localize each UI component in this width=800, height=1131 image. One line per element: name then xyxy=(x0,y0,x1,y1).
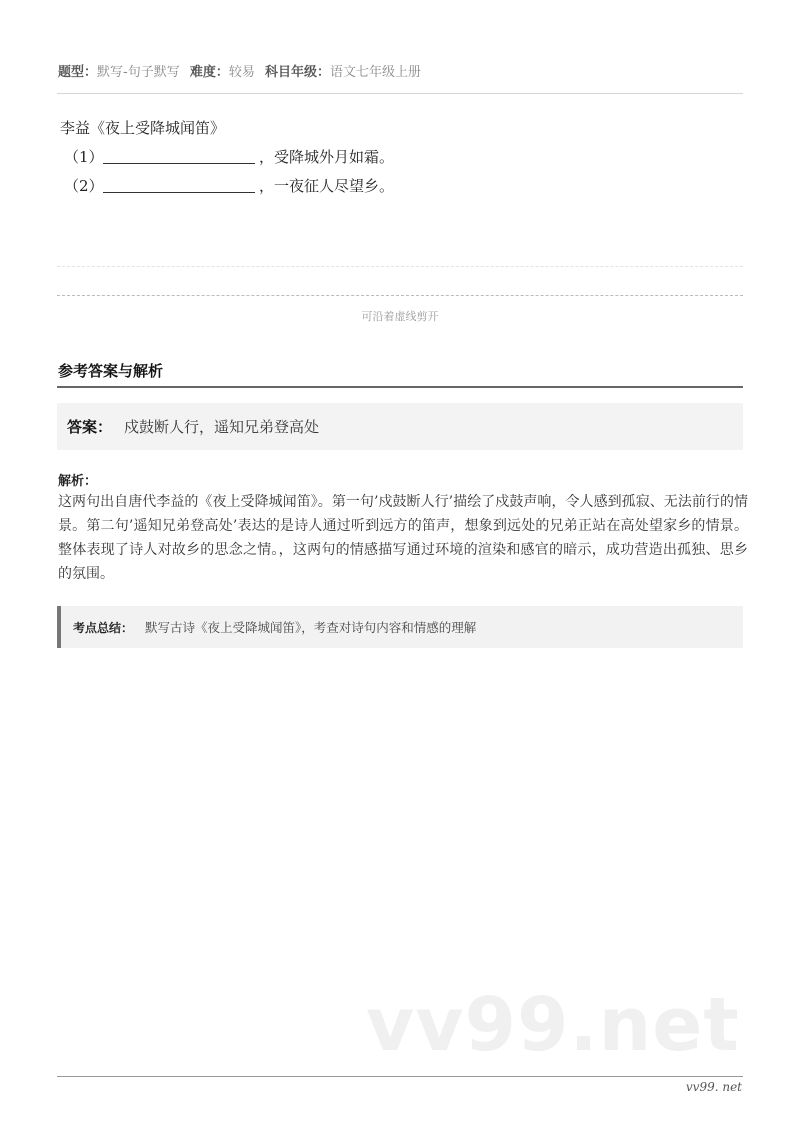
answer-label: 答案： xyxy=(67,418,113,436)
answer-box xyxy=(57,403,743,450)
type-label: 题型： xyxy=(58,65,98,80)
item-suffix: ，一夜征人尽望乡。 xyxy=(259,177,395,195)
question-title: 李益《夜上受降城闻笛》 xyxy=(60,119,226,137)
watermark: vv99.net xyxy=(366,982,740,1068)
cut-line xyxy=(57,295,743,296)
footer-divider xyxy=(57,1076,743,1077)
answer-value: 戍鼓断人行，遥知兄弟登高处 xyxy=(124,418,320,436)
difficulty-label: 难度： xyxy=(189,65,229,80)
question-item-1 xyxy=(60,143,394,172)
difficulty-value: 较易 xyxy=(228,65,255,80)
cut-note: 可沿着虚线剪开 xyxy=(361,310,439,323)
analysis-label: 解析： xyxy=(58,474,98,489)
item-suffix: ，受降城外月如霜。 xyxy=(259,148,395,166)
section-divider xyxy=(57,386,743,388)
analysis-text: 这两句出自唐代李益的《夜上受降城闻笛》。第一句’戍鼓断人行’描绘了戍鼓声响，令人感到孤寂、无法前行的情景。第二句’遥知兄弟登高处’表达的是诗人通过听到远方的笛声，想象到远处的兄弟正站在高处望家乡的情景。整体表现了诗人对故乡的思念之情。，这两句的情感描写通过环境的渲染和感官的暗示，成功营造出孤独、思乡的氛围。 xyxy=(58,494,748,582)
cut-line-faint xyxy=(57,266,743,267)
footer-brand: vv99. net xyxy=(685,1080,742,1094)
answer-section-title: 参考答案与解析 xyxy=(58,362,164,380)
type-value: 默写-句子默写 xyxy=(97,65,180,80)
meta-divider xyxy=(57,93,743,94)
summary-label: 考点总结： xyxy=(73,620,134,635)
question-meta xyxy=(58,64,427,82)
summary-value: 默写古诗《夜上受降城闻笛》，考查对诗句内容和情感的理解 xyxy=(145,620,477,635)
item-number: （1） xyxy=(64,148,104,166)
question-block xyxy=(60,114,394,201)
item-number: （2） xyxy=(64,177,104,195)
fill-blank[interactable] xyxy=(103,146,255,164)
fill-blank[interactable] xyxy=(103,175,255,193)
question-item-2 xyxy=(60,172,394,201)
subject-label: 科目年级： xyxy=(265,65,331,80)
subject-value: 语文七年级上册 xyxy=(330,65,422,80)
summary-box xyxy=(57,606,743,648)
